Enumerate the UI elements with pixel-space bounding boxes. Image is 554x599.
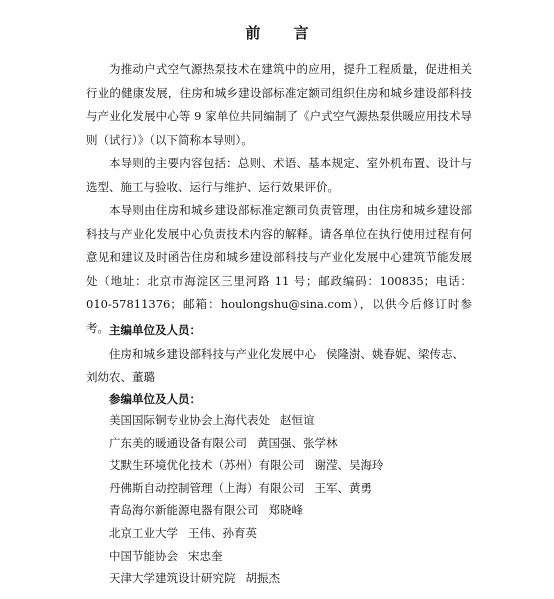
chief-editor-people: 侯隆澍、姚春妮、梁传志、刘幼农、董璐 <box>86 347 464 384</box>
participant-people: 王伟、孙育英 <box>188 525 257 540</box>
participants-list <box>109 409 489 590</box>
participant-entry <box>109 432 489 455</box>
participant-people: 黄国强、张学林 <box>257 435 338 450</box>
participants-heading: 参编单位及人员： <box>109 392 201 406</box>
participant-org: 美国国际铜专业协会上海代表处 <box>109 413 270 427</box>
chief-editor-org: 住房和城乡建设部科技与产业化发展中心 <box>109 347 316 361</box>
participant-people: 王军、黄勇 <box>314 480 372 495</box>
participant-people: 赵恒谊 <box>280 413 315 427</box>
participant-org: 中国节能协会 <box>109 548 178 563</box>
participant-org: 广东美的暖通设备有限公司 <box>109 435 247 450</box>
chief-editors-heading: 主编单位及人员： <box>109 323 201 337</box>
participant-people: 宋忠奎 <box>188 548 223 563</box>
participant-entry <box>109 499 489 522</box>
preface-body <box>86 58 472 340</box>
participant-org: 艾默生环境优化技术（苏州）有限公司 <box>109 458 305 473</box>
participant-org: 丹佛斯自动控制管理（上海）有限公司 <box>109 480 305 495</box>
participant-entry <box>109 545 489 568</box>
chief-editors-body <box>86 343 472 389</box>
participant-entry <box>109 409 489 432</box>
preface-paragraph-3: 本导则由住房和城乡建设部标准定额司负责管理，由住房和城乡建设部科技与产业化发展中心负责技术内容的解释。请各单位在执行使用过程有何意见和建议及时函告住房和城乡建设部科技与产业化发展中心建筑节能发展处（地址：北京市海淀区三里河路 11 号；邮政编码：100835；电话：010-57811376；邮箱：houlongshu@sina.com），以供今后修订时参考。 <box>86 203 472 335</box>
participant-people: 胡振杰 <box>245 571 280 586</box>
participant-org: 青岛海尔新能源电器有限公司 <box>109 503 259 518</box>
participant-people: 郑晓峰 <box>268 503 303 518</box>
page-title: 前 言 <box>245 24 323 42</box>
participant-entry <box>109 454 489 477</box>
participant-entry <box>109 477 489 500</box>
participant-org: 天津大学建筑设计研究院 <box>109 571 236 586</box>
preface-paragraph-1: 为推动户式空气源热泵技术在建筑中的应用，提升工程质量，促进相关行业的健康发展，住房和城乡建设部标准定额司组织住房和城乡建设部科技与产业化发展中心等 9 家单位共同编制了《户式空气源热泵供暖应用技术导则（试行）》（以下简称本导则）。 <box>86 62 472 147</box>
participant-entry <box>109 522 489 545</box>
participant-org: 北京工业大学 <box>109 525 178 540</box>
preface-paragraph-2: 本导则的主要内容包括：总则、术语、基本规定、室外机布置、设计与选型、施工与验收、运行与维护、运行效果评价。 <box>86 156 472 194</box>
chief-editor-entry <box>86 343 472 389</box>
participant-people: 谢滢、吴海玲 <box>314 458 384 473</box>
participant-entry <box>109 567 489 590</box>
